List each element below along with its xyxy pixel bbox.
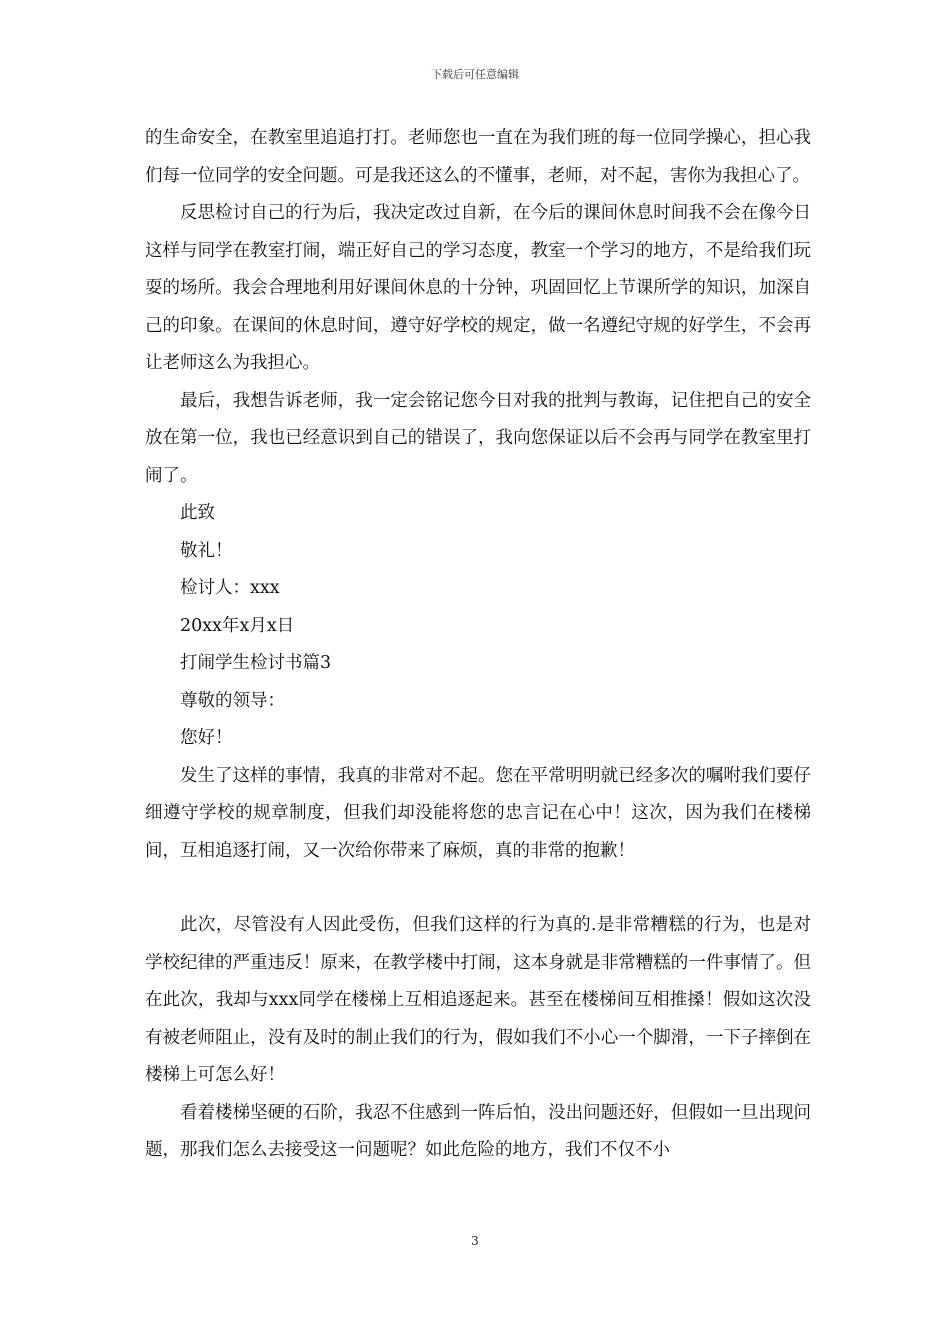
paragraph-incident: 此次，尽管没有人因此受伤，但我们这样的行为真的.是非常糟糕的行为，也是对学校纪律的严重违反！原来，在教学楼中打闹，这本身就是非常糟糕的一件事情了。但在此次，我却与xxx同学在楼梯上互相追逐起来。甚至在楼梯间互相推搡！假如这次没有被老师阻止，没有及时的制止我们的行为，假如我们不小心一个脚滑，一下子摔倒在楼梯上可怎么好！ <box>145 915 811 1085</box>
date-line: 20xx年x月x日 <box>180 615 295 636</box>
closing-regards: 敬礼！ <box>180 540 233 561</box>
paragraph-consequences: 看着楼梯坚硬的石阶，我忍不住感到一阵后怕，没出问题还好，但假如一旦出现问题，那我们怎么去接受这一问题呢？如此危险的地方，我们不仅不小 <box>145 1102 811 1160</box>
signature-line: 检讨人：xxx <box>180 578 280 598</box>
page-number: 3 <box>471 1234 479 1248</box>
page-header-note: 下载后可任意编辑 <box>431 68 519 81</box>
paragraph-apology: 发生了这样的事情，我真的非常对不起。您在平常明明就已经多次的嘱咐我们要仔细遵守学校的规章制度，但我们却没能将您的忠言记在心中！这次，因为我们在楼梯间，互相追逐打闹，又一次给你带来了麻烦，真的非常的抱歉！ <box>145 765 811 861</box>
greeting-addressee: 尊敬的领导： <box>180 690 285 711</box>
paragraph-continuation: 的生命安全，在教室里追追打打。老师您也一直在为我们班的每一位同学操心，担心我们每一位同学的安全问题。可是我还这么的不懂事，老师，对不起，害你为我担心了。 <box>145 128 811 186</box>
greeting-hello: 您好！ <box>180 728 233 748</box>
document-body <box>145 120 811 1170</box>
paragraph-conclusion: 最后，我想告诉老师，我一定会铭记您今日对我的批判与教诲，记住把自己的安全放在第一位，我也已经意识到自己的错误了，我向您保证以后不会再与同学在教室里打闹了。 <box>145 390 811 486</box>
closing-salutation: 此致 <box>180 503 215 523</box>
section-title: 打闹学生检讨书篇3 <box>180 653 332 673</box>
paragraph-reflection: 反思检讨自己的行为后，我决定改过自新，在今后的课间休息时间我不会在像今日这样与同学在教室打闹，端正好自己的学习态度，教室一个学习的地方，不是给我们玩耍的场所。我会合理地利用好课间休息的十分钟，巩固回忆上节课所学的知识，加深自己的印象。在课间的休息时间，遵守好学校的规定，做一名遵纪守规的好学生，不会再让老师这么为我担心。 <box>145 203 811 373</box>
